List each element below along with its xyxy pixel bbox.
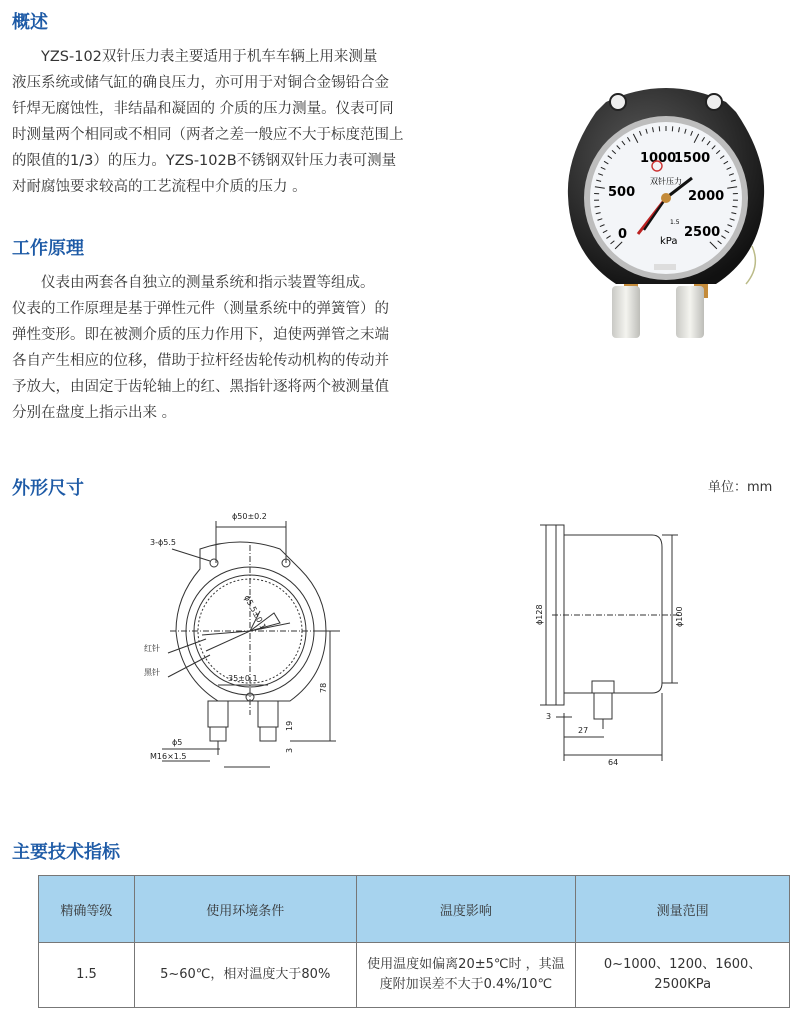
overview-line: 的限值的1/3）的压力。YZS-102B不锈钢双针压力表可测量 [12, 153, 397, 169]
overview-line: 对耐腐蚀要求较高的工艺流程中介质的压力 。 [12, 179, 307, 195]
black-needle-label: 黑针 [144, 668, 160, 677]
principle-title: 工作原理 [12, 238, 84, 259]
overview-line: 时测量两个相同或不相同（两者之差一般应不大于标度范围上 [12, 127, 404, 143]
overview-line: 钎焊无腐蚀性，非结晶和凝固的 介质的压力测量。仪表可同 [12, 101, 394, 117]
scale-label: 2500 [684, 225, 721, 240]
class-mark: 1.5 [670, 219, 680, 226]
principle-line: 予放大，由固定于齿轮轴上的红、黑指针逐将两个被测量值 [12, 379, 389, 395]
principle-line: 各自产生相应的位移，借助于拉杆经齿轮传动机构的传动并 [12, 353, 389, 369]
dim-gap: 3 [285, 747, 294, 753]
table-row [39, 943, 790, 1008]
cell-range: 0~1000、1200、1600、2500KPa [576, 943, 790, 1008]
unit-note: 单位：mm [708, 480, 773, 495]
gauge-tick [595, 206, 600, 207]
dial-label: 双针压力 [650, 177, 682, 186]
dim-case: ϕ100 [675, 606, 684, 627]
dim-depth: 64 [608, 758, 619, 765]
header-temperature: 温度影响 [356, 876, 576, 943]
temperature-line: 使用温度如偏离20±5℃时 ，其温 [367, 957, 565, 972]
temperature-line: 度附加误差不大于0.4%/10℃ [379, 977, 553, 992]
dim-inner: ϕ5.5±0.1 [242, 593, 268, 631]
overview-line: 液压系统或储气缸的确良压力，亦可用于对铜合金锡铅合金 [12, 75, 389, 91]
principle-line: 仪表由两套各自独立的测量系统和指示装置等组成。 [41, 275, 375, 291]
pressure-gauge-photo [566, 76, 766, 342]
unit-label: kPa [660, 236, 678, 247]
overview-text [12, 44, 472, 200]
overview-line: YZS-102双针压力表主要适用于机车车辆上用来测量 [41, 49, 378, 65]
scale-label: 2000 [688, 189, 725, 204]
overview-title: 概述 [12, 12, 48, 33]
front-view-drawing [140, 505, 370, 775]
dim-flange: ϕ50±0.2 [232, 512, 267, 521]
red-needle-label: 红针 [144, 644, 160, 653]
scale-label: 1000 [640, 151, 677, 166]
dim-bore: ϕ5 [172, 738, 183, 747]
dim-thread: M16×1.5 [150, 752, 187, 761]
dim-rim: 3 [546, 712, 552, 721]
dim-holes: 3-ϕ5.5 [150, 538, 176, 547]
principle-text [12, 270, 472, 426]
scale-label: 0 [618, 227, 628, 242]
gauge-tick [732, 206, 737, 207]
scale-label: 500 [608, 185, 636, 200]
specs-title: 主要技术指标 [12, 842, 120, 863]
dim-spacing: 35±0.1 [228, 674, 258, 683]
dim-nut: 19 [285, 720, 294, 731]
table-header-row [39, 876, 790, 943]
scale-label: 1500 [674, 151, 711, 166]
cell-environment: 5~60℃，相对温度大于80% [134, 943, 356, 1008]
cell-temperature [356, 943, 576, 1008]
header-environment: 使用环境条件 [134, 876, 356, 943]
principle-line: 分别在盘度上指示出来 。 [12, 405, 177, 421]
principle-line: 弹性变形。即在被测介质的压力作用下，迫使两弹管之末端 [12, 327, 389, 343]
cell-accuracy: 1.5 [39, 943, 135, 1008]
header-range: 测量范围 [576, 876, 790, 943]
dimensions-title: 外形尺寸 [12, 478, 84, 499]
dim-stem: 27 [578, 726, 589, 735]
specs-table [38, 875, 790, 1008]
dim-outer: ϕ128 [535, 604, 544, 625]
principle-line: 仪表的工作原理是基于弹性元件（测量系统中的弹簧管）的 [12, 301, 389, 317]
dim-height: 78 [319, 682, 328, 693]
side-view-drawing [532, 515, 712, 765]
header-accuracy: 精确等级 [39, 876, 135, 943]
